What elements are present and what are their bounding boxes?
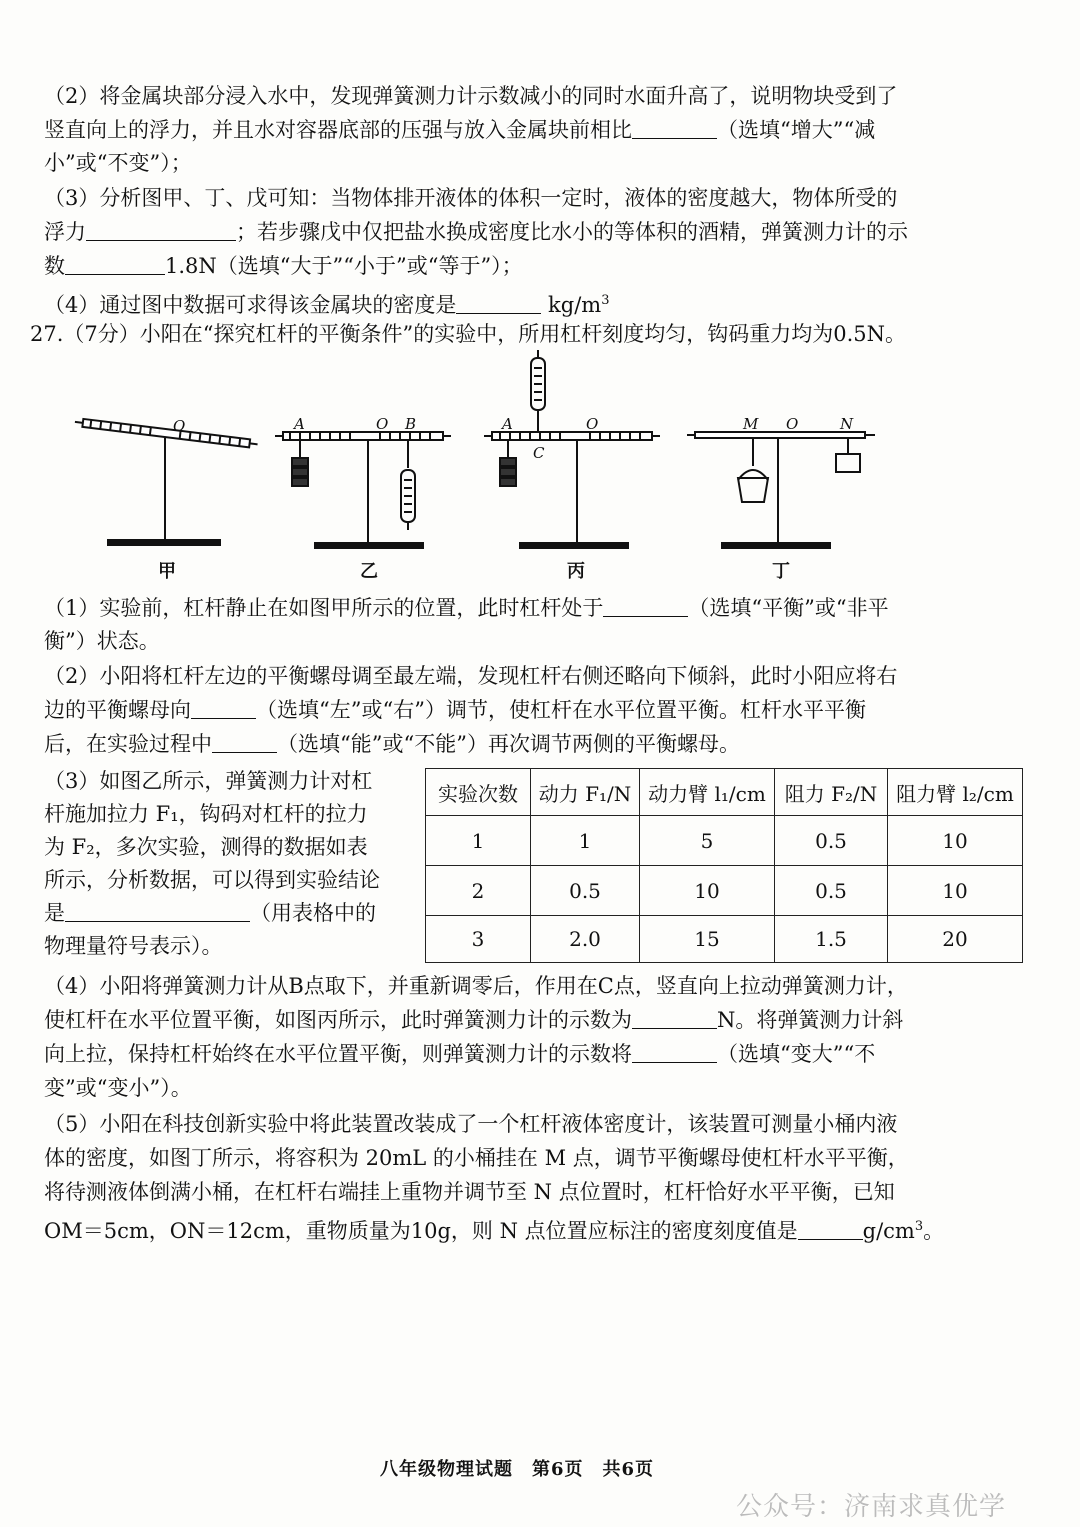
q27-part4-line1: （4）小阳将弹簧测力计从B点取下，并重新调零后，作用在C点，竖直向上拉动弹簧测力计，: [44, 974, 908, 998]
experiment-data-table: [425, 768, 1023, 963]
q26-part3-text-a: 浮力: [44, 220, 86, 244]
q27-part3-line5: [44, 897, 419, 930]
density-unit: g/cm: [862, 1219, 915, 1243]
lever-figures: [0, 350, 1080, 565]
answer-blank[interactable]: [632, 1038, 717, 1063]
table-cell: 10: [888, 816, 1023, 866]
table-cell: 2.0: [531, 916, 640, 963]
answer-blank[interactable]: [632, 114, 717, 139]
figure-ding: [687, 415, 875, 548]
sentence-end: 。: [923, 1219, 945, 1243]
pivot-label-o: O: [786, 415, 799, 433]
figure-label-bing: 丙: [567, 561, 585, 582]
table-header-cell: 阻力臂 l₂/cm: [888, 769, 1023, 816]
q27-part3-line4: 所示，分析数据，可以得到实验结论: [44, 868, 380, 892]
table-header-cell: 阻力 F₂/N: [775, 769, 888, 816]
pivot-label-o: O: [586, 415, 599, 433]
q26-part2-line3: 小”或“不变”）；: [44, 151, 192, 175]
q27-part4-text-b: N。将弹簧测力计斜: [717, 1008, 904, 1032]
q27-part4-text-a: 使杠杆在水平位置平衡，如图丙所示，此时弹簧测力计的示数为: [44, 1008, 632, 1032]
table-header-cell: 动力 F₁/N: [531, 769, 640, 816]
q27-part3-line2: 杆施加拉力 F₁，钩码对杠杆的拉力: [44, 802, 368, 826]
table-cell: 1: [531, 816, 640, 866]
density-unit: kg/m: [548, 293, 602, 317]
table-row: [426, 866, 1023, 916]
answer-blank[interactable]: [65, 897, 250, 922]
q27-part1-line2: 衡”）状态。: [44, 629, 160, 653]
q27-part1-line1: [44, 592, 1044, 625]
q26-part3-line1: （3）分析图甲、丁、戊可知：当物体排开液体的体积一定时，液体的密度越大，物体所受的: [44, 186, 898, 210]
figure-jia: [74, 417, 258, 545]
table-cell: 0.5: [531, 866, 640, 916]
answer-blank[interactable]: [456, 289, 541, 314]
point-label-b: B: [405, 415, 417, 433]
figure-bing: [484, 350, 660, 548]
q27-part4-line3: [44, 1038, 1044, 1071]
answer-blank[interactable]: [603, 592, 688, 617]
answer-blank[interactable]: [86, 216, 236, 241]
q27-heading: 27.（7分）小阳在“探究杠杆的平衡条件”的实验中，所用杠杆刻度均匀，钩码重力均为0.5N。: [30, 322, 906, 346]
q27-part3-line3: 为 F₂，多次实验，测得的数据如表: [44, 835, 368, 859]
answer-blank[interactable]: [798, 1215, 863, 1240]
q26-part2-line1: （2）将金属块部分浸入水中，发现弹簧测力计示数减小的同时水面升高了，说明物块受到了: [44, 84, 898, 108]
q26-part2-text-a: 竖直向上的浮力，并且水对容器底部的压强与放入金属块前相比: [44, 118, 632, 142]
q27-part4-text-d: （选填“变大”“不: [717, 1042, 876, 1066]
q27-part1-text-b: （选填“平衡”或“非平: [688, 596, 889, 620]
point-label-m: M: [743, 415, 759, 433]
q26-part3-line3: [44, 250, 1044, 283]
q27-part2-text-b: （选填“左”或“右”）调节，使杠杆在水平位置平衡。杠杆水平平衡: [256, 698, 866, 722]
table-header-cell: 动力臂 l₁/cm: [640, 769, 775, 816]
q27-part4-text-c: 向上拉，保持杠杆始终在水平位置平衡，则弹簧测力计的示数将: [44, 1042, 632, 1066]
point-label-n: N: [840, 415, 854, 433]
point-label-c: C: [533, 444, 545, 462]
point-label-a: A: [294, 415, 305, 433]
q27-part2-text-c: 后，在实验过程中: [44, 732, 212, 756]
table-cell: 10: [888, 866, 1023, 916]
table-cell: 1.5: [775, 916, 888, 963]
table-row: [426, 916, 1023, 963]
figure-label-jia: 甲: [158, 561, 176, 582]
q26-part2-text-b: （选填“增大”“减: [717, 118, 876, 142]
watermark: 公众号：济南求真优学: [736, 1492, 1007, 1522]
answer-blank[interactable]: [632, 1004, 717, 1029]
table-cell: 1: [426, 816, 531, 866]
pivot-label-o: O: [376, 415, 389, 433]
q27-part3-text-a: 是: [44, 901, 65, 925]
q26-part3-text-c: 数: [44, 254, 65, 278]
q26-part4-line: [44, 284, 1044, 322]
pivot-label-o: O: [173, 417, 186, 435]
q26-part3-line2: [44, 216, 1044, 249]
answer-blank[interactable]: [191, 694, 256, 719]
table-cell: 0.5: [775, 816, 888, 866]
unit-superscript: 3: [914, 1219, 924, 1234]
q27-part2-line3: [44, 728, 1044, 761]
q26-part4-text-a: （4）通过图中数据可求得该金属块的密度是: [44, 293, 457, 317]
q27-part3-text-b: （用表格中的: [250, 901, 376, 925]
table-cell: 10: [640, 866, 775, 916]
q27-part5-line4: [44, 1210, 1044, 1248]
q27-part3-line1: （3）如图乙所示，弹簧测力计对杠: [44, 769, 373, 793]
answer-blank[interactable]: [212, 728, 277, 753]
q27-part2-text-a: 边的平衡螺母向: [44, 698, 191, 722]
q27-part4-line4: 变”或“变小”）。: [44, 1076, 192, 1100]
q27-part5-line2: 体的密度，如图丁所示，将容积为 20mL 的小桶挂在 M 点，调节平衡螺母使杠杆水平平衡，: [44, 1146, 909, 1170]
q27-part2-line1: （2）小阳将杠杆左边的平衡螺母调至最左端，发现杠杆右侧还略向下倾斜，此时小阳应将右: [44, 664, 898, 688]
table-row: [426, 816, 1023, 866]
q26-part2-line2: [44, 114, 1044, 147]
q26-part3-text-d: 1.8N（选填“大于”“小于”或“等于”）；: [165, 254, 523, 278]
q27-part4-line2: [44, 1004, 1044, 1037]
table-cell: 3: [426, 916, 531, 963]
table-cell: 20: [888, 916, 1023, 963]
unit-superscript: 3: [601, 293, 610, 308]
q27-part5-line3: 将待测液体倒满小桶，在杠杆右端挂上重物并调节至 N 点位置时，杠杆恰好水平平衡，已知: [44, 1180, 895, 1204]
q26-part3-text-b: ；若步骤戊中仅把盐水换成密度比水小的等体积的酒精，弹簧测力计的示: [236, 220, 908, 244]
point-label-a: A: [502, 415, 513, 433]
q27-part1-text-a: （1）实验前，杠杆静止在如图甲所示的位置，此时杠杆处于: [44, 596, 604, 620]
table-cell: 0.5: [775, 866, 888, 916]
table-header-row: [426, 769, 1023, 816]
q27-part2-text-d: （选填“能”或“不能”）再次调节两侧的平衡螺母。: [277, 732, 740, 756]
figure-label-ding: 丁: [772, 561, 790, 582]
table-cell: 2: [426, 866, 531, 916]
table-header-cell: 实验次数: [426, 769, 531, 816]
q27-part3-line6: 物理量符号表示）。: [44, 934, 223, 958]
page-footer: 八年级物理试题 第6页 共6页: [380, 1459, 655, 1480]
figure-label-yi: 乙: [360, 561, 378, 582]
answer-blank[interactable]: [65, 250, 165, 275]
figure-yi: [275, 415, 451, 548]
table-cell: 15: [640, 916, 775, 963]
q27-part5-line1: （5）小阳在科技创新实验中将此装置改装成了一个杠杆液体密度计，该装置可测量小桶内液: [44, 1112, 898, 1136]
table-cell: 5: [640, 816, 775, 866]
q27-part2-line2: [44, 694, 1044, 727]
q27-part5-text-a: OM＝5cm，ON＝12cm，重物质量为10g，则 N 点位置应标注的密度刻度值是: [44, 1219, 798, 1243]
